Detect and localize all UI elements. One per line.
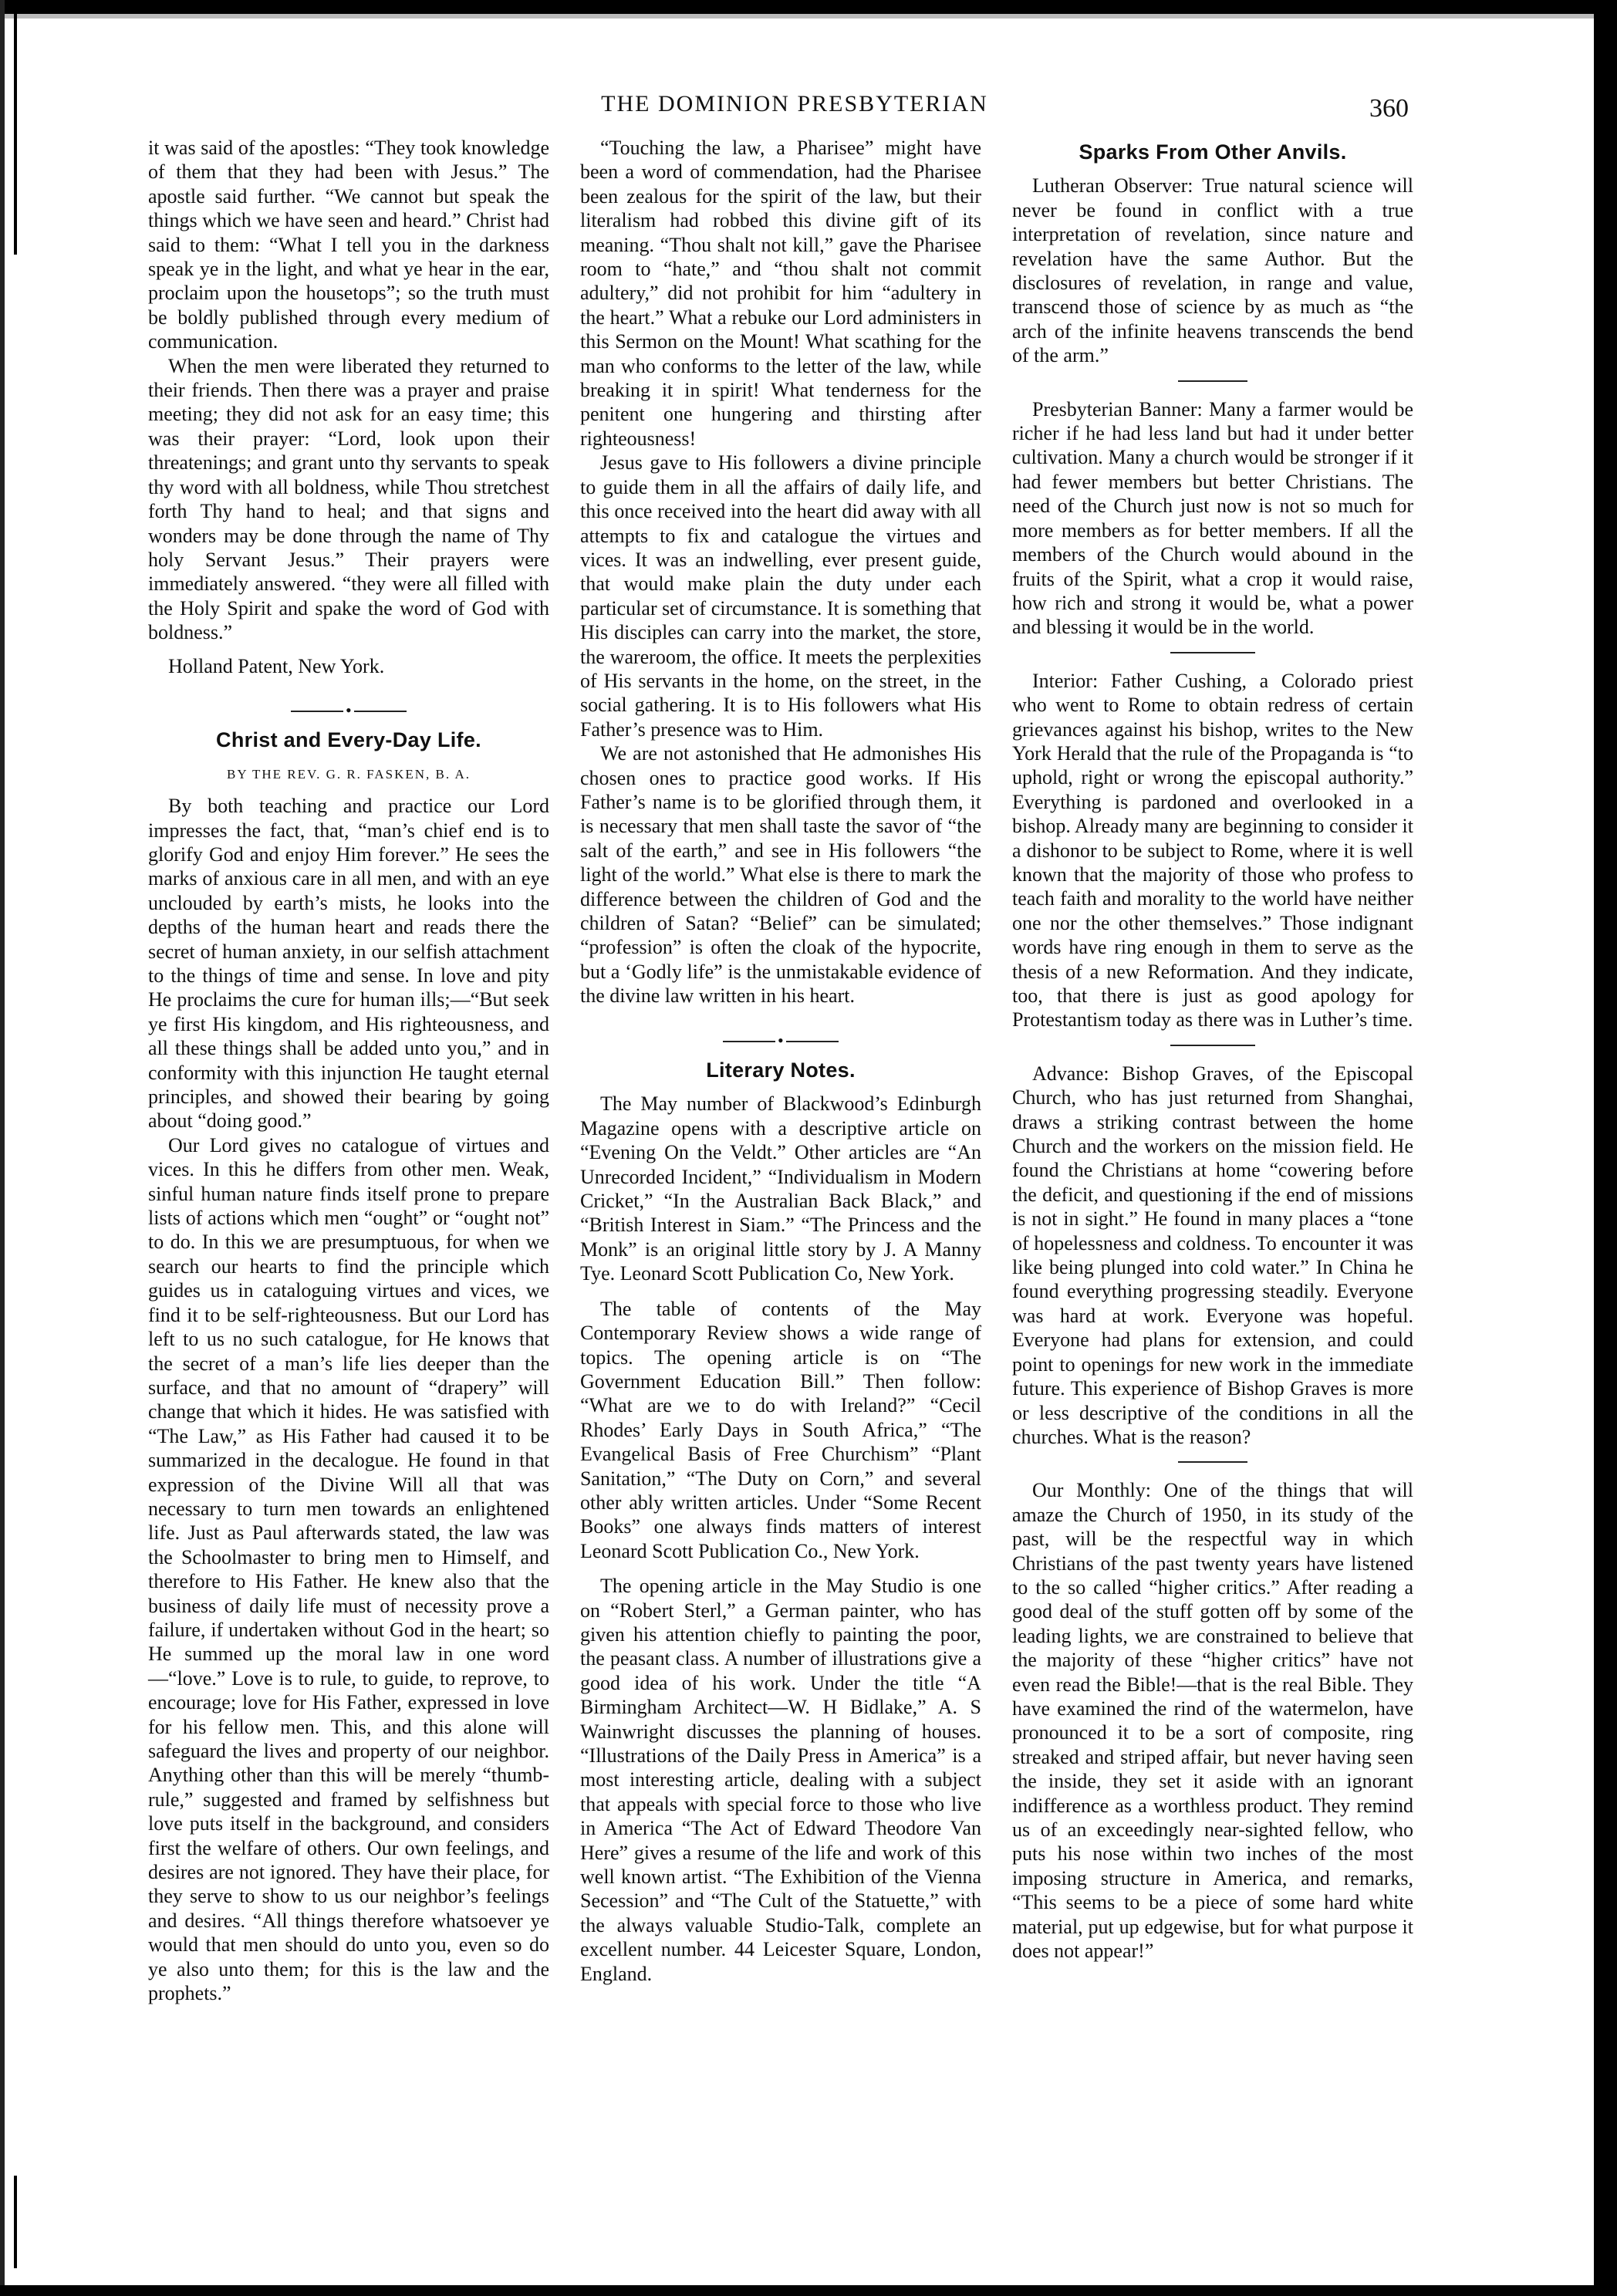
paragraph: Jesus gave to His followers a divine principle to guide them in all the affairs of daily life, and this once received into the heart did away with all attempts to fix and catalogue the virtues and vices. It was an indwelling, ever present guide, that would make plain the duty under each particular set of circumstance. It is something that His disciples can carry into the market, the store, the wareroom, the office. It meets the perplexities of His servants in the home, on the street, in the social gathering. It is to His followers what His Father’s presence was to Him.: [580, 451, 981, 741]
article-title: Christ and Every-Day Life.: [216, 728, 481, 752]
paragraph: The May number of Blackwood’s Edinburgh Magazine opens with a descriptive article on “Evening On the Veldt.” Other articles are “An Unrecorded Incident,” “Individualism in Modern Cricket,” “In the Australian Back Black,” and “British Interest in Siam.” “The Princess and the Monk” is an original little story by J. A Manny Tye. Leonard Scott Publication Co, New York.: [580, 1092, 981, 1285]
scan-border-left: [0, 0, 5, 2296]
divider-rule: [1170, 652, 1255, 653]
column-right: [1012, 140, 1413, 1963]
paragraph: The table of contents of the May Contemporary Review shows a wide range of topics. The opening article is on “The Government Education Bill.” Then follow: “What are we to do with Ireland?” “Cecil Rhodes’ Early Days in South Africa,” “The Evangelical Basis of Free Churchism” “Plant Sanitation,” “The Duty on Corn,” and several other ably written articles. Under “Some Recent Books” one always finds matters of interest Leonard Scott Publication Co., New York.: [580, 1297, 981, 1562]
column-left: [148, 136, 549, 2005]
paragraph: Lutheran Observer: True natural science will never be found in conflict with a true interpretation of revelation, since nature and revelation have the same Author. But the disclosures of revelation, in range and value, transcend those of science by as much as “the arch of the infinite heavens transcends the bend of the arm.”: [1012, 174, 1413, 367]
section-divider: [148, 694, 549, 718]
section-title: Sparks From Other Anvils.: [1079, 140, 1347, 164]
page-number: 360: [1369, 94, 1409, 123]
paragraph: “Touching the law, a Pharisee” might have been a word of commendation, had the Pharisee been zealous for the spirit of the law, but their literalism had robbed this divine gift of its meaning. “Thou shalt not kill,” gave the Pharisee room to “hate,” and “thou shalt not commit adultery,” did not prohibit for him “adultery in the heart.” What a rebuke our Lord administers in this Sermon on the Mount! What scathing for the man who conforms to the letter of the law, while breaking it in spirit! What tenderness for the penitent one hungering and thirsting after righteousness!: [580, 137, 981, 450]
article-signature: Holland Patent, New York.: [168, 654, 385, 677]
paragraph: Advance: Bishop Graves, of the Episcopal Church, who has just returned from Shanghai, draws a striking contrast between the home Church and the workers on the mission field. He found the Christians at home “cowering before the deficit, and questioning if the end of missions is not in sight.” He found in many places a “tone of hopelessness and coldness. To encounter it was like being plunged into cold water.” In China he found everything progressing steadily. Everyone was hard at work. Everyone was hopeful. Everyone had plans for extension, and could point to openings for new work in the immediate future. This experience of Bishop Graves is more or less descriptive of the conditions in all the churches. What is the reason?: [1012, 1062, 1413, 1448]
paragraph: The opening article in the May Studio is one on “Robert Sterl,” a German painter, who has given his attention chiefly to painting the poor, the peasant class. A number of illustrations give a good idea of his work. Under the title “A Birmingham Architect—W. H Bidlake,” A. S Wainwright discusses the planning of houses. “Illustrations of the Daily Press in America” is a most interesting article, dealing with a subject that appeals with special force to those who live in America “The Act of Edward Theodore Van Here” gives a resume of the life and work of this well known artist. “The Exhibition of the Vienna Secession” and “The Cult of the Statuette,” with the always valuable Studio-Talk, complete an excellent number. 44 Leicester Square, London, England.: [580, 1575, 981, 1985]
scan-border-bottom: [0, 2285, 1617, 2296]
scan-border-top: [0, 0, 1617, 14]
paragraph: By both teaching and practice our Lord impresses the fact, that, “man’s chief end is to glorify God and enjoy Him forever.” He sees the marks of anxious care in all men, and with an eye unclouded by earth’s mists, he looks into the depths of the human heart and reads there the secret of human anxiety, in our selfish attachment to the things of time and sense. In love and pity He proclaims the cure for human ills;—“But seek ye first His kingdom, and His righteousness, and all these things shall be added unto you,” and in conformity with this injunction He taught eternal principles, and showed their bearing by going about “doing good.”: [148, 795, 549, 1133]
paragraph: We are not astonished that He admonishes His chosen ones to practice good works. If His Father’s name is to be glorified through them, it is necessary that men shall taste the savor of “the salt of the earth,” and see in His followers “the light of the world.” What else is there to mark the difference between the children of God and the children of Satan? “Belief” can be simulated; “profession” is often the cloak of the hypocrite, but a ‘Godly life” is the unmistakable evidence of the divine law written in his heart.: [580, 742, 981, 1008]
divider-rule: [1178, 1461, 1247, 1463]
paragraph: Our Lord gives no catalogue of virtues and vices. In this he differs from other men. Weak, sinful human nature finds itself prone to prepare lists of actions which men “ought” or “ought not” to do. In this we are presumptuous, for when we search our hearts to find the principle which guides us in cataloguing virtues and vices, we find it to be self-righteousness. But our Lord has left to us no such catalogue, for He knows that the secret of a man’s life lies deeper than the surface, and that no amount of “drapery” will change that which it hides. He was satisfied with “The Law,” as His Father had caused it to be summarized in the decalogue. He found in that expression of the Divine Will all that was necessary to turn men towards an enlightened life. Just as Paul afterwards stated, the law was the Schoolmaster to bring men to Himself, and therefore to His Father. He knew also that the business of daily life must of necessity prove a failure, if undertaken without God in the heart; so He summed up the moral law in one word —“love.” Love is to rule, to guide, to reprove, to encourage; love for His Father, expressed in love for his fellow men. This, and this alone will safeguard the lives and property of our neighbor. Anything other than this will be merely “thumb-rule,” suggested and framed by selfishness but love puts itself in the background, and considers first the welfare of others. Our own feelings, and desires are not ignored. They have their place, for they serve to show to us our neighbor’s feelings and desires. “All things therefore whatsoever ye would that men should do unto you, even so do ye also unto them; for this is the law and the prophets.”: [148, 1133, 549, 2005]
running-header: THE DOMINION PRESBYTERIAN: [601, 91, 988, 116]
paragraph: Presbyterian Banner: Many a farmer would be richer if he had less land but had it under better cultivation. Many a church would be stronger if it had fewer members but better Christians. The need of the Church just now is not so much for more members as for better members. If all the members of the Church would abound in the fruits of the Spirit, what a crop it would raise, how rich and strong it would be, what a power and blessing it would be in the world.: [1012, 397, 1413, 639]
paragraph: it was said of the apostles: “They took knowledge of them that they had been with Jesus.” The apostle said further. “We cannot but speak the things which we have seen and heard.” Christ had said to them: “What I tell you in the darkness speak ye in the light, and what ye hear in the ear, proclaim upon the housetops”; so the truth must be boldly published through every medium of communication.: [148, 137, 549, 353]
divider-rule: [1170, 1045, 1255, 1046]
scan-border-left-mark: [14, 8, 17, 255]
divider-rule: [1178, 380, 1247, 382]
column-middle: [580, 136, 981, 1986]
section-title: Literary Notes.: [706, 1059, 856, 1082]
scan-border-right: [1594, 0, 1617, 2296]
section-divider: [580, 1024, 981, 1048]
paragraph: Interior: Father Cushing, a Colorado priest who went to Rome to obtain redress of certain grievances against his bishop, writes to the New York Herald that the rule of the Propaganda is “to uphold, right or wrong the episcopal authority.” Everything is pardoned and overlooked in a bishop. Already many are beginning to consider it a dishonor to be subject to Rome, where it is well known that the majority of those who profess to teach faith and morality to the world have neither one nor the other themselves.” Those indignant words have ring enough in them to serve as the thesis of a new Reformation. And they indicate, too, that there is just as good apology for Protestantism today as there was in Luther’s time.: [1012, 669, 1413, 1032]
paragraph: When the men were liberated they returned to their friends. Then there was a prayer and praise meeting; they did not ask for an easy time; this was their prayer: “Lord, look upon their threatenings; and grant unto thy servants to speak thy word with all boldness, while Thou stretchest forth Thy hand to heal; and that signs and wonders may be done through the name of Thy holy Servant Jesus.” Their prayers were immediately answered. “they were all filled with the Holy Spirit and spake the word of God with boldness.”: [148, 354, 549, 644]
article-byline: BY THE REV. G. R. FASKEN, B. A.: [227, 766, 471, 782]
paragraph: Our Monthly: One of the things that will amaze the Church of 1950, in its study of the past, will be the respectful way in which Christians of the past twenty years have listened to the so called “higher critics.” After reading a good deal of the stuff gotten off by some of the leading lights, we are constrained to believe that the majority of these “higher critics” have not even read the Bible!—that is the real Bible. They have examined the rind of the watermelon, have pronounced it to be a sort of composite, ring streaked and striped affair, but never having seen the inside, they set it aside with an ignorant indifference as a worthless product. They remind us of an exceedingly near-sighted fellow, who puts his nose within two inches of the most imposing structure in America, and remarks, “This seems to be a piece of some hard white material, put up edgewise, but for what purpose it does not appear!”: [1012, 1479, 1413, 1963]
scan-border-left-mark: [14, 2176, 17, 2268]
